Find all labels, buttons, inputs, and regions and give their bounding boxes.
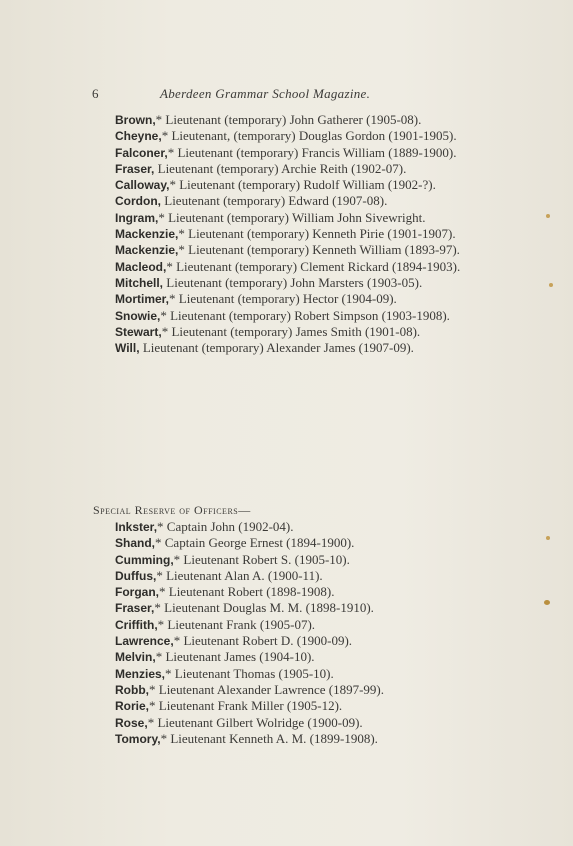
page-header (92, 86, 492, 104)
section-heading: Special Reserve of Officers— (93, 503, 251, 517)
list-item: Brown,* Lieutenant (temporary) John Gatherer (1905-08). (115, 112, 422, 127)
list-item: Macleod,* Lieutenant (temporary) Clement Rickard (1894-1903). (115, 258, 461, 274)
list-item: Will, Lieutenant (temporary) Alexander James (1907-09). (115, 340, 414, 356)
list-item: Rorie,* Lieutenant Frank Miller (1905-12). (115, 698, 343, 714)
list-item: Mitchell, Lieutenant (temporary) John Marsters (1903-05). (115, 274, 423, 290)
list-item: Falconer,* Lieutenant (temporary) Francis William (1889-1900). (115, 144, 457, 160)
list-item: Cordon, Lieutenant (temporary) Edward (1907-08). (115, 193, 388, 209)
paper-spot (544, 600, 550, 605)
list-item: Mortimer,* Lieutenant (temporary) Hector (1904-09). (115, 291, 397, 307)
list-item: Robb,* Lieutenant Alexander Lawrence (1897-99). (115, 681, 384, 697)
list-item: Calloway,* Lieutenant (temporary) Rudolf William (1902-?). (115, 177, 436, 193)
list-item: Ingram,* Lieutenant (temporary) William John Sivewright. (115, 209, 426, 225)
paper-spot (546, 536, 550, 540)
reserve-officer-list (115, 519, 467, 747)
list-item: Fraser,* Lieutenant Douglas M. M. (1898-1910). (115, 600, 374, 616)
list-item: Cheyne,* Lieutenant, (temporary) Douglas Gordon (1901-1905). (115, 128, 457, 144)
list-item: Lawrence,* Lieutenant Robert D. (1900-09). (115, 633, 353, 649)
list-item: Tomory,* Lieutenant Kenneth A. M. (1899-1908). (115, 730, 378, 746)
list-item: Shand,* Captain George Ernest (1894-1900). (115, 535, 355, 551)
paper-spot (546, 214, 550, 218)
list-item: Forgan,* Lieutenant Robert (1898-1908). (115, 584, 335, 600)
list-item: Mackenzie,* Lieutenant (temporary) Kenneth Pirie (1901-1907). (115, 226, 456, 242)
list-item: Mackenzie,* Lieutenant (temporary) Kenneth William (1893-97). (115, 242, 460, 258)
running-title: Aberdeen Grammar School Magazine. (160, 86, 371, 101)
list-item: Fraser, Lieutenant (temporary) Archie Reith (1902-07). (115, 160, 407, 176)
list-item: Rose,* Lieutenant Gilbert Wolridge (1900-09). (115, 714, 363, 730)
list-item: Melvin,* Lieutenant James (1904-10). (115, 649, 315, 665)
list-item: Cumming,* Lieutenant Robert S. (1905-10). (115, 551, 350, 567)
paper-spot (549, 283, 553, 287)
list-item: Stewart,* Lieutenant (temporary) James Smith (1901-08). (115, 323, 421, 339)
page-number: 6 (92, 86, 99, 101)
list-item: Snowie,* Lieutenant (temporary) Robert Simpson (1903-1908). (115, 307, 450, 323)
list-item: Duffus,* Lieutenant Alan A. (1900-11). (115, 567, 323, 583)
list-item: Inkster,* Captain John (1902-04). (115, 519, 294, 534)
list-item: Menzies,* Lieutenant Thomas (1905-10). (115, 665, 334, 681)
officer-list (115, 112, 467, 356)
list-item: Criffith,* Lieutenant Frank (1905-07). (115, 616, 316, 632)
